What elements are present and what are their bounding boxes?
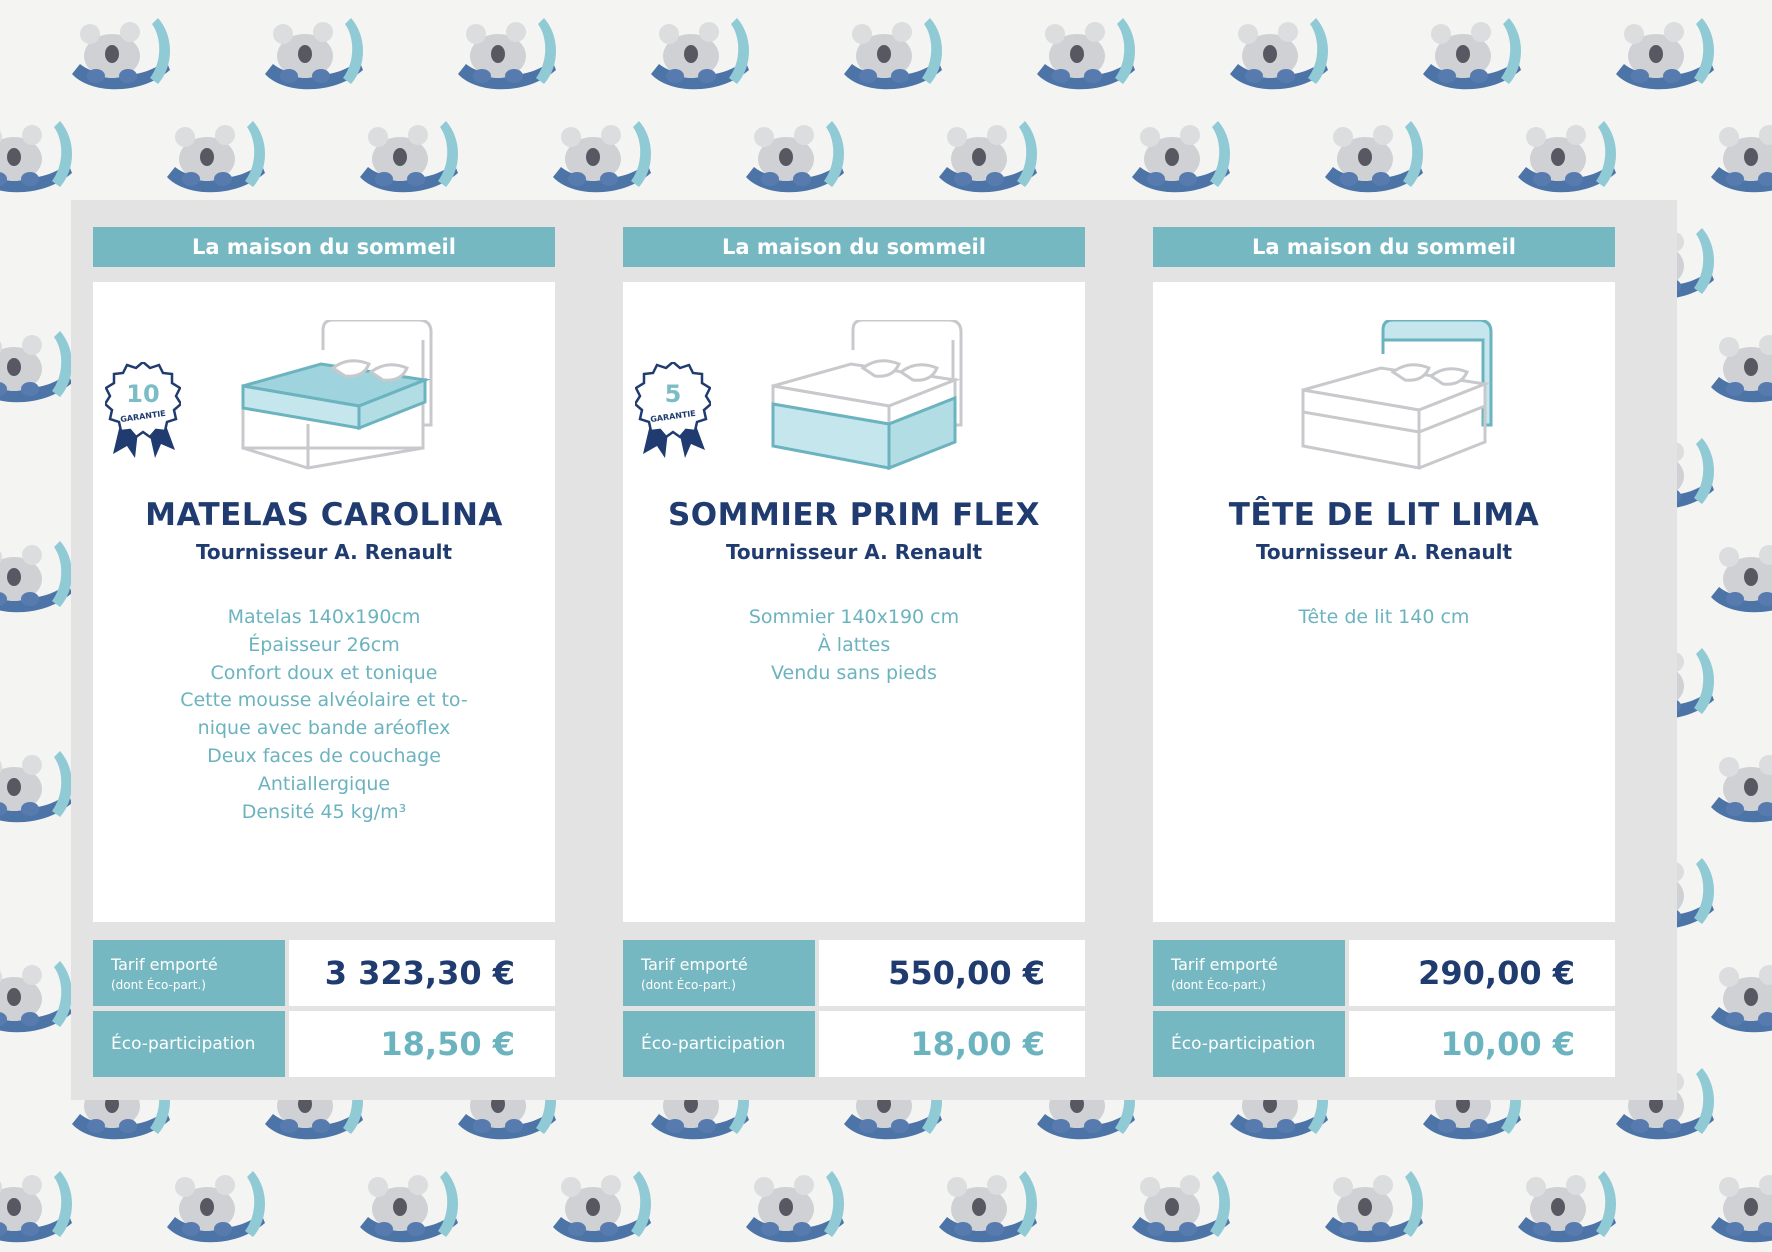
eco-value-box xyxy=(289,1011,555,1077)
feature-line: Matelas 140x190cm xyxy=(227,606,421,628)
feature-list xyxy=(133,604,515,826)
bed-box-spring-icon xyxy=(703,320,1023,480)
price-amount: 290,00 € xyxy=(1418,954,1575,992)
eco-amount: 18,50 € xyxy=(380,1025,515,1063)
eco-label: Éco-participation xyxy=(111,1034,256,1054)
eco-label: Éco-participation xyxy=(1171,1034,1316,1054)
feature-line: Densité 45 kg/m³ xyxy=(241,800,407,823)
warranty-caption: GARANTIE xyxy=(119,408,167,425)
eco-row xyxy=(93,1011,555,1077)
product-panel xyxy=(93,282,555,922)
feature-line: Cette mousse alvéolaire et to- xyxy=(180,689,468,712)
bed-headboard-icon xyxy=(1233,320,1553,480)
warranty-badge xyxy=(635,362,711,462)
feature-list xyxy=(663,604,1045,687)
warranty-years: 10 xyxy=(126,380,160,408)
price-value-box xyxy=(819,940,1085,1006)
feature-line: Antiallergique xyxy=(257,772,391,795)
price-label-box xyxy=(623,940,815,1006)
supplier-name: Tournisseur A. Renault xyxy=(725,540,983,564)
feature-line: Épaisseur 26cm xyxy=(248,633,400,656)
warranty-caption: GARANTIE xyxy=(649,408,697,425)
eco-label-box xyxy=(93,1011,285,1077)
price-amount: 550,00 € xyxy=(888,954,1045,992)
eco-label-box xyxy=(623,1011,815,1077)
price-sublabel: (dont Éco-part.) xyxy=(111,978,206,992)
price-sublabel: (dont Éco-part.) xyxy=(1171,978,1266,992)
feature-line: Deux faces de couchage xyxy=(207,744,441,767)
price-value-box xyxy=(1349,940,1615,1006)
feature-line: Confort doux et tonique xyxy=(210,661,438,684)
eco-amount: 10,00 € xyxy=(1440,1025,1575,1063)
product-panel xyxy=(1153,282,1615,922)
eco-value-box xyxy=(819,1011,1085,1077)
card-header: La maison du sommeil xyxy=(93,227,555,267)
eco-row xyxy=(623,1011,1085,1077)
product-title: TÊTE DE LIT LIMA xyxy=(1228,497,1540,533)
price-sublabel: (dont Éco-part.) xyxy=(641,978,736,992)
price-label: Tarif emporté xyxy=(641,955,748,974)
price-label: Tarif emporté xyxy=(111,955,218,974)
price-label-box xyxy=(1153,940,1345,1006)
supplier-name: Tournisseur A. Renault xyxy=(1255,540,1513,564)
feature-line: À lattes xyxy=(817,633,891,656)
feature-line: Vendu sans pieds xyxy=(771,661,937,684)
price-value-box xyxy=(289,940,555,1006)
price-label-box xyxy=(93,940,285,1006)
feature-line: nique avec bande aréoflex xyxy=(197,717,451,740)
price-row xyxy=(93,940,555,1006)
product-title: MATELAS CAROLINA xyxy=(145,497,503,533)
eco-label-box xyxy=(1153,1011,1345,1077)
eco-value-box xyxy=(1349,1011,1615,1077)
price-amount: 3 323,30 € xyxy=(324,954,515,992)
warranty-years: 5 xyxy=(664,380,682,408)
warranty-badge xyxy=(105,362,181,462)
card-header: La maison du sommeil xyxy=(623,227,1085,267)
feature-list xyxy=(1193,604,1575,632)
feature-line: Tête de lit 140 cm xyxy=(1298,606,1470,628)
eco-label: Éco-participation xyxy=(641,1034,786,1054)
price-row xyxy=(623,940,1085,1006)
eco-row xyxy=(1153,1011,1615,1077)
feature-line: Sommier 140x190 cm xyxy=(748,606,960,628)
product-card xyxy=(71,200,617,1100)
product-card xyxy=(1131,200,1677,1100)
product-title: SOMMIER PRIM FLEX xyxy=(667,497,1041,533)
supplier-name: Tournisseur A. Renault xyxy=(195,540,453,564)
card-header: La maison du sommeil xyxy=(1153,227,1615,267)
product-card xyxy=(601,200,1147,1100)
eco-amount: 18,00 € xyxy=(910,1025,1045,1063)
price-label: Tarif emporté xyxy=(1171,955,1278,974)
product-panel xyxy=(623,282,1085,922)
bed-mattress-icon xyxy=(173,320,493,480)
price-row xyxy=(1153,940,1615,1006)
